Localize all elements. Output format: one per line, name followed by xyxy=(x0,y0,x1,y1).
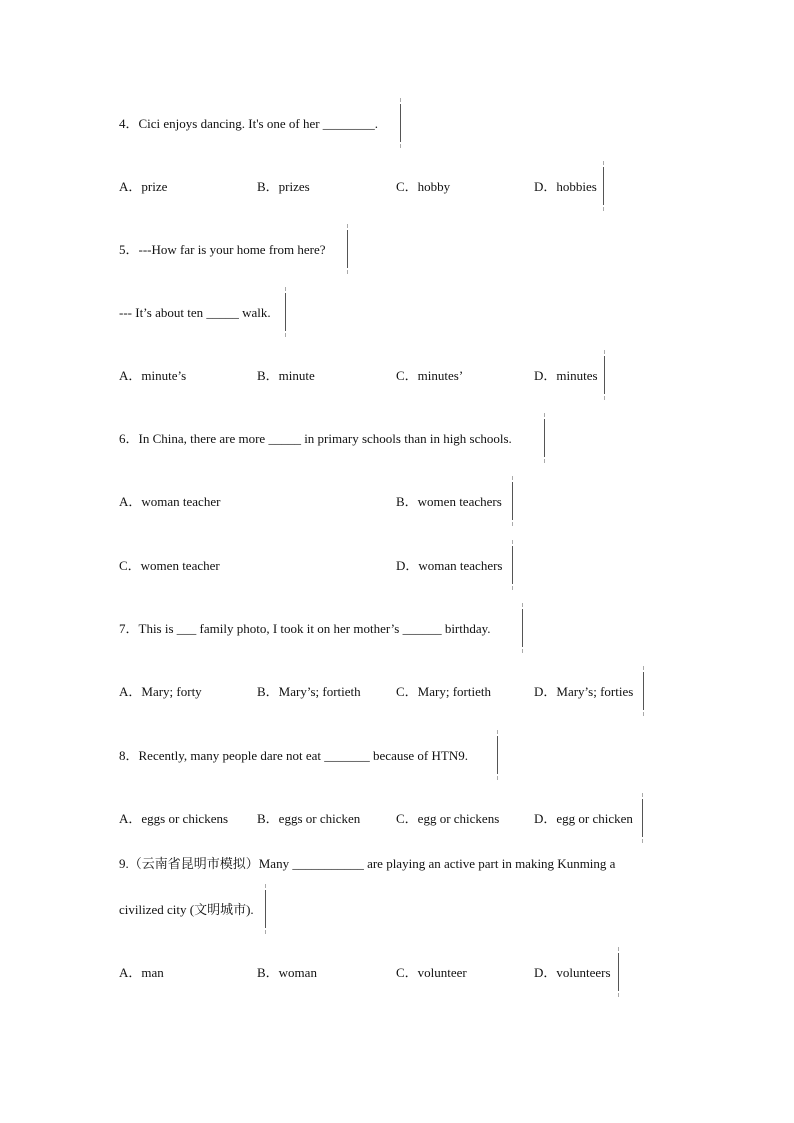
question-4-option-b: B．prizes xyxy=(257,179,310,194)
question-5-stem-line-2: --- It’s about ten _____ walk. xyxy=(119,305,271,320)
text-cursor xyxy=(512,482,513,520)
text-cursor xyxy=(512,546,513,584)
text-cursor xyxy=(522,609,523,647)
text-cursor xyxy=(265,890,266,928)
text-cursor xyxy=(347,230,348,268)
question-9-option-c: C．volunteer xyxy=(396,965,467,980)
question-8-option-d: D．egg or chicken xyxy=(534,811,633,826)
question-9-option-b: B．woman xyxy=(257,965,317,980)
text-cursor xyxy=(603,167,604,205)
question-5-option-c: C．minutes’ xyxy=(396,368,464,383)
question-8-stem: 8．Recently, many people dare not eat _______ because of HTN9. xyxy=(119,748,468,763)
question-4-stem: 4．Cici enjoys dancing. It's one of her ________. xyxy=(119,116,379,131)
question-6-option-b: B．women teachers xyxy=(396,494,502,509)
text-cursor xyxy=(643,672,644,710)
question-4-option-a: A．prize xyxy=(119,179,168,194)
question-6-option-a: A．woman teacher xyxy=(119,494,221,509)
question-8-option-b: B．eggs or chicken xyxy=(257,811,361,826)
text-cursor xyxy=(604,356,605,394)
text-cursor xyxy=(544,419,545,457)
question-5-option-b: B．minute xyxy=(257,368,315,383)
question-5-option-a: A．minute’s xyxy=(119,368,187,383)
question-9-stem-line-2: civilized city (文明城市). xyxy=(119,902,254,917)
question-6-option-d: D．woman teachers xyxy=(396,558,503,573)
question-7-option-c: C．Mary; fortieth xyxy=(396,684,491,699)
question-5-stem: 5．---How far is your home from here? xyxy=(119,242,326,257)
text-cursor xyxy=(285,293,286,331)
text-cursor xyxy=(497,736,498,774)
question-7-option-d: D．Mary’s; forties xyxy=(534,684,634,699)
question-9-option-d: D．volunteers xyxy=(534,965,611,980)
text-cursor xyxy=(618,953,619,991)
question-6-option-c: C．women teacher xyxy=(119,558,220,573)
text-cursor xyxy=(642,799,643,837)
question-7-stem: 7．This is ___ family photo, I took it on her mother’s ______ birthday. xyxy=(119,621,491,636)
question-5-option-d: D．minutes xyxy=(534,368,598,383)
question-8-option-c: C．egg or chickens xyxy=(396,811,500,826)
question-7-option-a: A．Mary; forty xyxy=(119,684,202,699)
question-4-option-c: C．hobby xyxy=(396,179,451,194)
question-9-option-a: A．man xyxy=(119,965,164,980)
question-6-stem: 6．In China, there are more _____ in primary schools than in high schools. xyxy=(119,431,512,446)
question-9-stem: 9.（云南省昆明市模拟）Many ___________ are playing an active part in making Kunming a xyxy=(119,856,616,871)
text-cursor xyxy=(400,104,401,142)
question-7-option-b: B．Mary’s; fortieth xyxy=(257,684,361,699)
question-8-option-a: A．eggs or chickens xyxy=(119,811,229,826)
question-4-option-d: D．hobbies xyxy=(534,179,597,194)
